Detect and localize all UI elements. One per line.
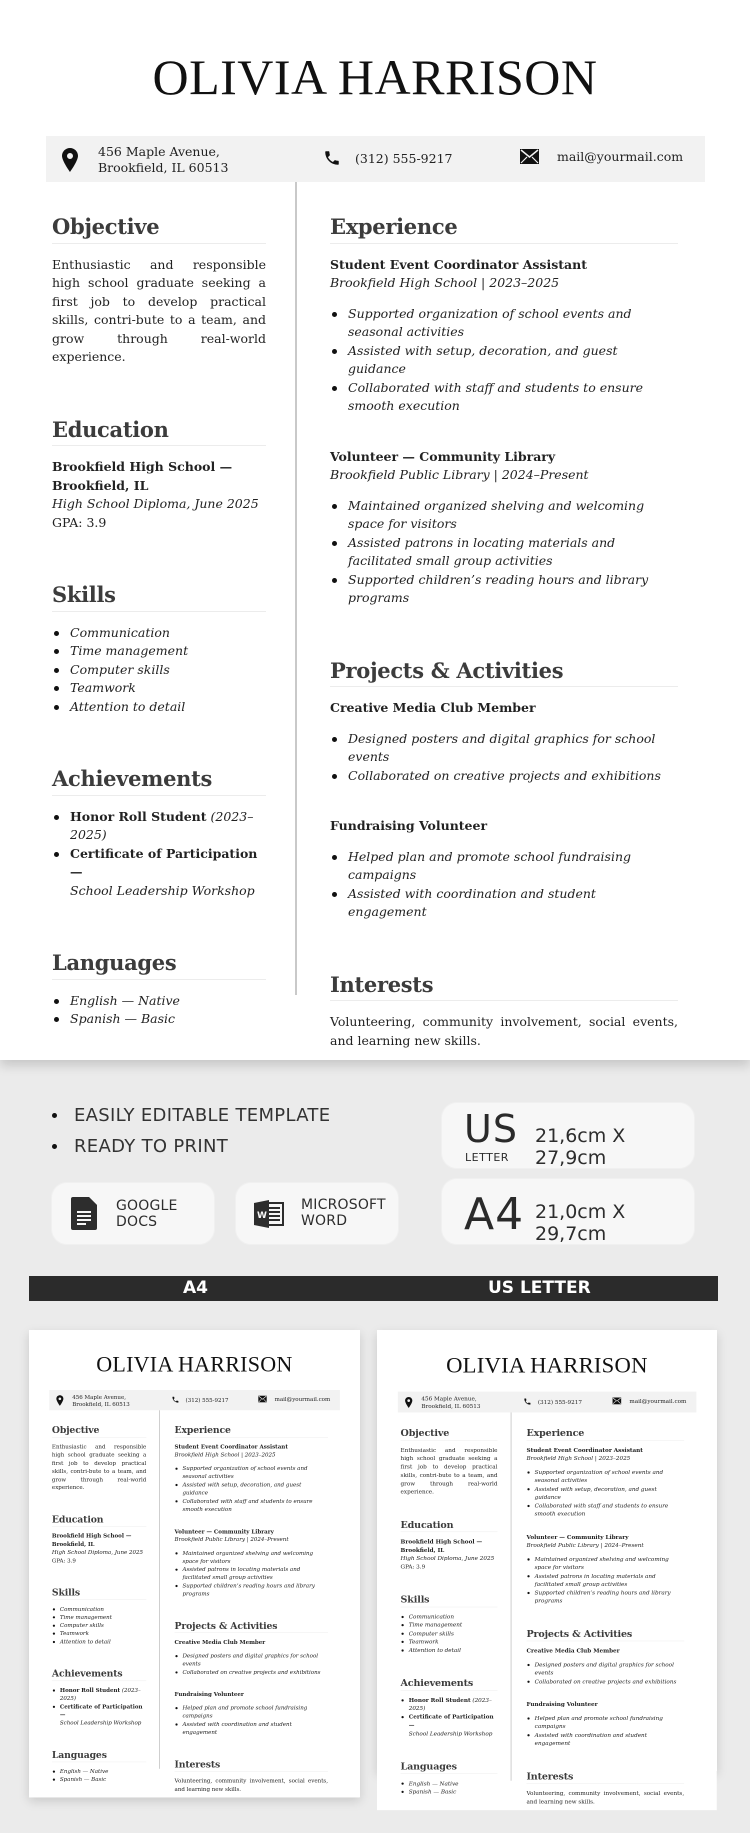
project-bullet: Collaborated on creative projects and exhibitions	[175, 1668, 328, 1676]
project-title: Creative Media Club Member	[174, 1638, 266, 1646]
job-title: Student Event Coordinator Assistant	[330, 256, 587, 272]
contact-address	[56, 1394, 129, 1408]
job-bullet: Collaborated with staff and students to ensure smooth execution	[175, 1497, 328, 1513]
achievements-list	[401, 1696, 498, 1738]
achievement-detail: (2023–2025)	[408, 1696, 492, 1712]
project-bullet: Assisted with coordination and student engagement	[175, 1720, 328, 1736]
skill-item: Computer skills	[52, 1621, 146, 1629]
contact-bar	[49, 1390, 340, 1410]
project-bullet: Designed posters and digital graphics for school events	[526, 1660, 684, 1677]
languages-section	[52, 950, 266, 1029]
achievements-section	[400, 1676, 498, 1738]
skill-item: Time management	[52, 1613, 146, 1621]
projects-heading: Projects & Activities	[175, 1622, 328, 1633]
experience-section	[175, 1426, 328, 1598]
size-dimensions: 21,6cm X 27,9cm	[535, 1125, 626, 1169]
phone-number[interactable]: (312) 555-9217	[185, 1396, 229, 1403]
project-bullet: Assisted with coordination and student engagement	[526, 1731, 684, 1748]
app-label-line1: GOOGLE	[116, 1198, 178, 1214]
projects-section	[174, 1619, 328, 1737]
right-column	[330, 214, 678, 1090]
education-gpa: GPA: 3.9	[52, 514, 107, 530]
education-degree: High School Diploma, June 2025	[52, 496, 259, 511]
project-title: Creative Media Club Member	[330, 700, 536, 715]
language-item: Spanish — Basic	[401, 1788, 498, 1796]
achievement-title: Certificate of Participation —	[70, 845, 258, 879]
phone-icon	[171, 1396, 179, 1404]
envelope-icon	[258, 1396, 266, 1403]
achievement-item	[52, 845, 266, 901]
achievement-detail: (2023–2025)	[59, 1686, 141, 1702]
objective-section	[52, 1426, 146, 1491]
location-pin-icon	[62, 148, 78, 172]
achievement-item	[401, 1696, 498, 1713]
experience-heading: Experience	[175, 1426, 328, 1437]
feature-item: READY TO PRINT	[50, 1131, 330, 1162]
microsoft-word-icon	[254, 1200, 284, 1228]
achievement-title: Certificate of Participation —	[408, 1713, 494, 1729]
job-bullet: Maintained organized shelving and welcoming space for visitors	[526, 1555, 684, 1572]
a4-size-card	[441, 1178, 695, 1245]
job-bullet: Assisted patrons in locating materials and facilitated small group activities	[330, 534, 678, 571]
job-bullets	[330, 305, 678, 416]
contact-email	[520, 149, 683, 164]
address-line-1: 456 Maple Avenue,	[421, 1395, 477, 1403]
objective-heading: Objective	[52, 1426, 146, 1437]
envelope-icon	[520, 149, 539, 164]
job-bullets	[526, 1555, 684, 1605]
us-letter-preview[interactable]	[377, 1330, 717, 1805]
project-bullet: Helped plan and promote school fundraising campaigns	[526, 1714, 684, 1731]
job-bullet: Supported children’s reading hours and library programs	[330, 571, 678, 608]
project-bullet: Helped plan and promote school fundraising campaigns	[330, 848, 678, 885]
microsoft-word-badge[interactable]	[235, 1182, 399, 1245]
education-heading: Education	[52, 1515, 146, 1526]
education-school: Brookfield High School — Brookfield, IL	[52, 459, 233, 493]
skill-item: Computer skills	[52, 661, 266, 680]
skills-heading: Skills	[52, 1588, 146, 1599]
right-column	[526, 1426, 685, 1824]
education-gpa: GPA: 3.9	[400, 1563, 426, 1570]
contact-phone	[171, 1396, 228, 1404]
job-org: Brookfield Public Library | 2024–Present	[330, 467, 589, 482]
phone-number[interactable]: (312) 555-9217	[537, 1398, 582, 1405]
skill-item: Teamwork	[401, 1638, 498, 1646]
column-divider	[511, 1412, 512, 1780]
job-org: Brookfield High School | 2023–2025	[174, 1451, 276, 1458]
achievement-detail: School Leadership Workshop	[408, 1729, 493, 1737]
languages-list	[52, 992, 266, 1029]
size-dimensions: 21,0cm X 29,7cm	[535, 1201, 626, 1245]
svg-text:W: W	[257, 1211, 267, 1221]
job-org: Brookfield High School | 2023–2025	[330, 275, 560, 290]
phone-number[interactable]: (312) 555-9217	[355, 150, 453, 166]
education-school: Brookfield High School — Brookfield, IL	[400, 1537, 483, 1554]
languages-heading: Languages	[52, 954, 266, 980]
contact-email	[258, 1396, 330, 1403]
language-item: English — Native	[52, 992, 266, 1011]
feature-item: EASILY EDITABLE TEMPLATE	[50, 1100, 330, 1131]
job-bullets	[175, 1549, 328, 1598]
us-letter-size-card	[441, 1102, 695, 1169]
size-sublabel: LETTER	[465, 1151, 509, 1164]
resume-name: OLIVIA HARRISON	[96, 1351, 293, 1377]
feature-list	[50, 1100, 330, 1162]
project-bullet: Collaborated on creative projects and exhibitions	[526, 1677, 684, 1685]
language-item: Spanish — Basic	[52, 1010, 266, 1029]
right-column	[175, 1426, 328, 1811]
band-label-us-letter: US LETTER	[488, 1278, 591, 1298]
education-degree: High School Diploma, June 2025	[51, 1548, 144, 1556]
interests-section	[526, 1772, 684, 1806]
education-heading: Education	[401, 1520, 498, 1532]
project-title: Creative Media Club Member	[526, 1647, 620, 1654]
job-title: Volunteer — Community Library	[526, 1533, 629, 1540]
project-bullets	[526, 1660, 684, 1685]
job-title: Student Event Coordinator Assistant	[174, 1443, 288, 1450]
job-title: Volunteer — Community Library	[330, 448, 556, 464]
objective-section	[52, 214, 266, 367]
phone-icon	[523, 1397, 531, 1405]
achievement-title: Honor Roll Student	[59, 1686, 121, 1694]
project-bullets	[175, 1704, 328, 1737]
projects-heading: Projects & Activities	[526, 1630, 684, 1642]
email-address[interactable]: mail@yourmail.com	[629, 1397, 687, 1405]
interests-text: Volunteering, community involvement, social events, and learning new skills.	[330, 1014, 678, 1048]
phone-icon	[323, 149, 341, 167]
app-label-line1: MICROSOFT	[301, 1197, 386, 1213]
size-label: US	[464, 1107, 518, 1151]
job-bullet: Supported organization of school events and seasonal activities	[330, 305, 678, 342]
job-bullets	[330, 497, 678, 608]
skill-item: Teamwork	[52, 679, 266, 698]
education-gpa: GPA: 3.9	[51, 1556, 76, 1564]
address-line-1: 456 Maple Avenue,	[98, 144, 220, 159]
interests-heading: Interests	[526, 1772, 684, 1784]
address-line-2: Brookfield, IL 60513	[98, 160, 229, 175]
languages-heading: Languages	[52, 1751, 146, 1762]
education-degree: High School Diploma, June 2025	[400, 1554, 495, 1562]
project-bullets	[526, 1714, 684, 1748]
job-bullet: Assisted with setup, decoration, and guest guidance	[175, 1481, 328, 1497]
column-divider	[159, 1410, 160, 1769]
email-address[interactable]: mail@yourmail.com	[274, 1395, 331, 1403]
left-column	[52, 214, 266, 1069]
achievements-list	[52, 1686, 146, 1727]
achievement-title: Certificate of Participation —	[59, 1702, 143, 1718]
address-line-2: Brookfield, IL 60513	[72, 1400, 130, 1408]
location-pin-icon	[405, 1397, 412, 1408]
objective-text: Enthusiastic and responsible high school graduate seeking a first job to develop practical skills, contri-bute to a team, and grow through real-world experience.	[51, 1443, 147, 1491]
achievement-item	[52, 1702, 146, 1726]
objective-section	[400, 1426, 498, 1496]
google-docs-icon	[71, 1197, 97, 1230]
job-bullet: Supported organization of school events and seasonal activities	[175, 1464, 328, 1480]
resume-thumbnail	[29, 1330, 360, 1797]
interests-text: Volunteering, community involvement, social events, and learning new skills.	[526, 1789, 685, 1805]
education-heading: Education	[52, 421, 266, 447]
skills-list	[52, 1605, 146, 1646]
skill-item: Communication	[401, 1612, 498, 1620]
skills-heading: Skills	[52, 586, 266, 612]
envelope-icon	[613, 1397, 622, 1404]
contact-phone	[523, 1397, 582, 1405]
project-bullet: Designed posters and digital graphics for school events	[330, 730, 678, 767]
education-section	[401, 1520, 498, 1571]
job-bullet: Supported organization of school events and seasonal activities	[526, 1468, 684, 1485]
project-title: Fundraising Volunteer	[330, 818, 488, 833]
languages-list	[52, 1767, 146, 1783]
skills-section	[52, 582, 266, 716]
location-pin-icon	[56, 1395, 63, 1406]
achievement-detail: School Leadership Workshop	[59, 1719, 142, 1726]
job-org: Brookfield Public Library | 2024–Present	[174, 1535, 289, 1543]
education-school: Brookfield High School — Brookfield, IL	[51, 1532, 132, 1548]
education-section	[52, 1515, 146, 1564]
band-label-a4: A4	[183, 1278, 208, 1298]
skills-list	[401, 1612, 498, 1654]
google-docs-badge[interactable]	[51, 1182, 215, 1245]
app-label-line2: DOCS	[116, 1214, 158, 1230]
job-bullet: Maintained organized shelving and welcoming space for visitors	[330, 497, 678, 534]
project-bullet: Helped plan and promote school fundraising campaigns	[175, 1704, 328, 1720]
objective-heading: Objective	[401, 1429, 498, 1441]
project-title: Fundraising Volunteer	[526, 1700, 598, 1708]
achievements-list	[52, 808, 266, 901]
skill-item: Communication	[52, 624, 266, 643]
job-bullet: Assisted patrons in locating materials and facilitated small group activities	[175, 1565, 328, 1581]
achievement-detail: School Leadership Workshop	[70, 882, 255, 898]
projects-section	[526, 1627, 684, 1748]
skills-list	[52, 624, 266, 717]
skill-item: Time management	[401, 1621, 498, 1629]
contact-address	[405, 1395, 480, 1409]
experience-heading: Experience	[526, 1429, 684, 1441]
interests-section	[175, 1760, 328, 1793]
column-divider	[295, 182, 297, 995]
skill-item: Computer skills	[401, 1629, 498, 1637]
skill-item: Teamwork	[52, 1629, 146, 1637]
objective-text: Enthusiastic and responsible high school graduate seeking a first job to develop practical skills, contri-bute to a team, and grow through real-world experience.	[52, 256, 266, 364]
experience-section	[526, 1426, 684, 1605]
interests-heading: Interests	[175, 1760, 328, 1771]
job-bullets	[175, 1464, 328, 1513]
skills-heading: Skills	[401, 1595, 498, 1607]
app-label-line2: WORD	[301, 1213, 348, 1229]
language-item: English — Native	[401, 1779, 498, 1787]
objective-text: Enthusiastic and responsible high school graduate seeking a first job to develop practical skills, contri-bute to a team, and grow through real-world experience.	[400, 1446, 498, 1495]
email-address[interactable]: mail@yourmail.com	[557, 149, 684, 164]
contact-phone	[323, 149, 452, 167]
achievement-title: Honor Roll Student	[70, 808, 207, 824]
skill-item: Communication	[52, 1605, 146, 1613]
achievement-item	[52, 1686, 146, 1702]
project-bullet: Assisted with coordination and student engagement	[330, 885, 678, 922]
languages-section	[401, 1762, 498, 1796]
a4-preview[interactable]	[29, 1330, 360, 1797]
format-band	[29, 1276, 718, 1301]
projects-heading: Projects & Activities	[330, 662, 678, 688]
achievements-section	[52, 766, 266, 900]
skill-item: Time management	[52, 642, 266, 661]
resume-name: OLIVIA HARRISON	[446, 1352, 648, 1378]
contact-address	[62, 144, 228, 176]
job-bullet: Collaborated with staff and students to ensure smooth execution	[526, 1501, 684, 1518]
project-bullet: Collaborated on creative projects and exhibitions	[330, 767, 678, 786]
achievement-title: Honor Roll Student	[408, 1696, 471, 1704]
job-bullet: Assisted patrons in locating materials and facilitated small group activities	[526, 1572, 684, 1589]
languages-section	[51, 1748, 146, 1784]
size-label: A4	[464, 1189, 525, 1240]
project-bullets	[330, 730, 678, 786]
job-bullet: Maintained organized shelving and welcoming space for visitors	[175, 1549, 328, 1565]
skill-item: Attention to detail	[52, 698, 266, 717]
contact-bar	[398, 1392, 697, 1413]
job-bullet: Supported children’s reading hours and library programs	[175, 1582, 328, 1598]
interests-text: Volunteering, community involvement, social events, and learning new skills.	[174, 1777, 328, 1792]
interests-section	[330, 971, 678, 1051]
job-bullet: Assisted with setup, decoration, and guest guidance	[330, 342, 678, 379]
interests-heading: Interests	[330, 976, 678, 1002]
objective-heading: Objective	[52, 218, 266, 244]
left-column	[52, 1426, 146, 1801]
project-bullet: Designed posters and digital graphics for school events	[175, 1652, 328, 1668]
resume-thumbnail	[377, 1330, 717, 1810]
language-item: Spanish — Basic	[52, 1775, 146, 1783]
skills-section	[401, 1595, 498, 1654]
achievement-item	[52, 808, 266, 845]
address-line-2: Brookfield, IL 60513	[421, 1402, 481, 1410]
project-title: Fundraising Volunteer	[174, 1690, 244, 1698]
skill-item: Attention to detail	[401, 1646, 498, 1654]
contact-bar	[46, 136, 705, 182]
achievement-detail: (2023–2025)	[70, 808, 254, 842]
project-bullets	[330, 848, 678, 922]
experience-section	[330, 214, 678, 608]
job-bullet: Collaborated with staff and students to ensure smooth execution	[330, 379, 678, 416]
achievements-heading: Achievements	[52, 770, 266, 796]
job-title: Student Event Coordinator Assistant	[526, 1446, 643, 1453]
achievements-section	[51, 1667, 146, 1727]
achievement-item	[401, 1713, 498, 1738]
languages-list	[401, 1779, 498, 1796]
address-line-1: 456 Maple Avenue,	[72, 1393, 126, 1401]
job-bullet: Supported children’s reading hours and library programs	[526, 1588, 684, 1605]
achievements-heading: Achievements	[52, 1670, 146, 1681]
resume-name: OLIVIA HARRISON	[152, 49, 598, 105]
job-org: Brookfield Public Library | 2024–Present	[526, 1541, 644, 1549]
experience-heading: Experience	[330, 218, 678, 244]
language-item: English — Native	[52, 1767, 146, 1775]
education-section	[52, 416, 266, 533]
skills-section	[52, 1588, 146, 1645]
job-title: Volunteer — Community Library	[174, 1527, 274, 1535]
job-org: Brookfield High School | 2023–2025	[526, 1454, 631, 1462]
achievements-heading: Achievements	[401, 1679, 498, 1691]
job-bullets	[526, 1468, 684, 1518]
languages-heading: Languages	[401, 1762, 498, 1774]
projects-section	[330, 657, 678, 922]
project-bullets	[175, 1652, 328, 1676]
job-bullet: Assisted with setup, decoration, and guest guidance	[526, 1485, 684, 1502]
left-column	[400, 1426, 498, 1814]
contact-email	[613, 1397, 687, 1404]
skill-item: Attention to detail	[52, 1638, 146, 1646]
